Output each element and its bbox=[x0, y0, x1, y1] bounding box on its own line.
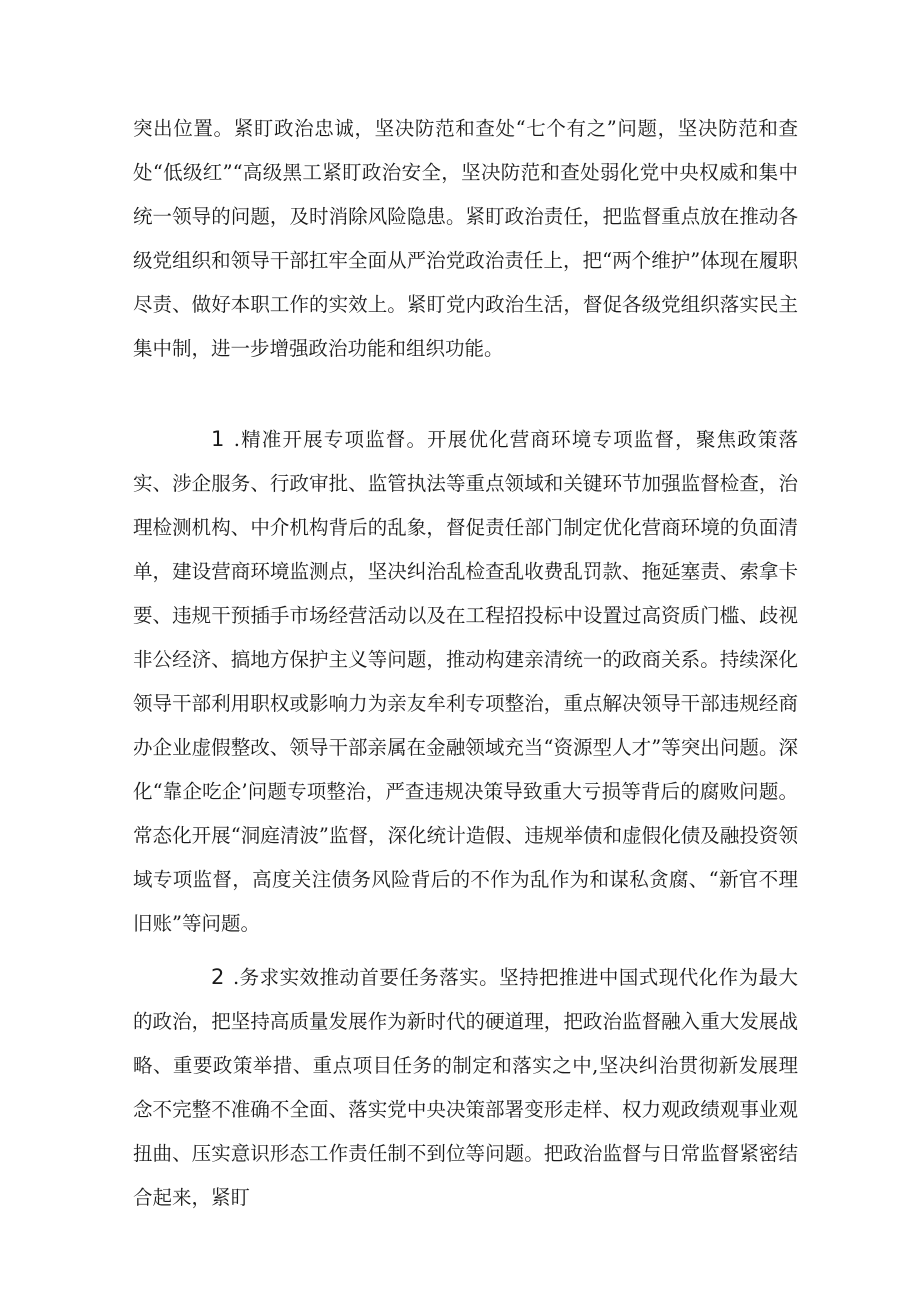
paragraph-text: 突出位置。紧盯政治忠诚，坚决防范和查处“七个有之”问题，坚决防范和查处“低级红”“高级黑工紧盯政治安全，坚决防范和查处弱化党中央权威和集中统一领导的问题，及时消除风险隐患。紧盯政治责任，把监督重点放在推动各级党组织和领导干部扛牢全面从严治党政治责任上，把“两个维护”体现在履职尽责、做好本职工作的实效上。紧盯党内政治生活，督促各级党组织落实民主集中制，进一步增强政治功能和组织功能。 bbox=[133, 117, 798, 360]
paragraph-political-supervision bbox=[133, 107, 798, 371]
paragraph-text: .务求实效推动首要任务落实。坚持把推进中国式现代化作为最大的政治，把坚持高质量发展作为新时代的硬道理，把政治监督融入重大发展战略、重要政策举措、重点项目任务的制定和落实之中,坚决纠治贯彻新发展理念不完整不准确不全面、落实党中央决策部署变形走样、权力观政绩观事业观扭曲、压实意识形态工作责任制不到位等问题。把政治监督与日常监督紧密结合起来，紧盯 bbox=[133, 966, 798, 1209]
paragraph-text: .精准开展专项监督。开展优化营商环境专项监督，聚焦政策落实、涉企服务、行政审批、监管执法等重点领域和关键环节加强监督检查，治理检测机构、中介机构背后的乱象，督促责任部门制定优化营商环境的负面清单，建设营商环境监测点，坚决纠治乱检查乱收费乱罚款、拖延塞责、索拿卡要、违规干预插手市场经营活动以及在工程招投标中设置过高资质门槛、歧视非公经济、搞地方保护主义等问题，推动构建亲清统一的政商关系。持续深化领导干部利用职权或影响力为亲友牟利专项整治，重点解决领导干部违规经商办企业虚假整改、领导干部亲属在金融领域充当“资源型人才”等突出问题。深化“靠企吃企’问题专项整治，严查违规决策导致重大亏损等背后的腐败问题。常态化开展“洞庭清波”监督，深化统计造假、违规举债和虚假化债及融投资领域专项监督，高度关注债务风险背后的不作为乱作为和谋私贪腐、“新官不理旧账”等问题。 bbox=[133, 428, 798, 935]
paragraph-primary-task bbox=[133, 955, 798, 1220]
paragraph-special-supervision bbox=[133, 417, 798, 946]
list-number: 2 bbox=[211, 965, 225, 989]
list-number: 1 bbox=[211, 427, 225, 451]
